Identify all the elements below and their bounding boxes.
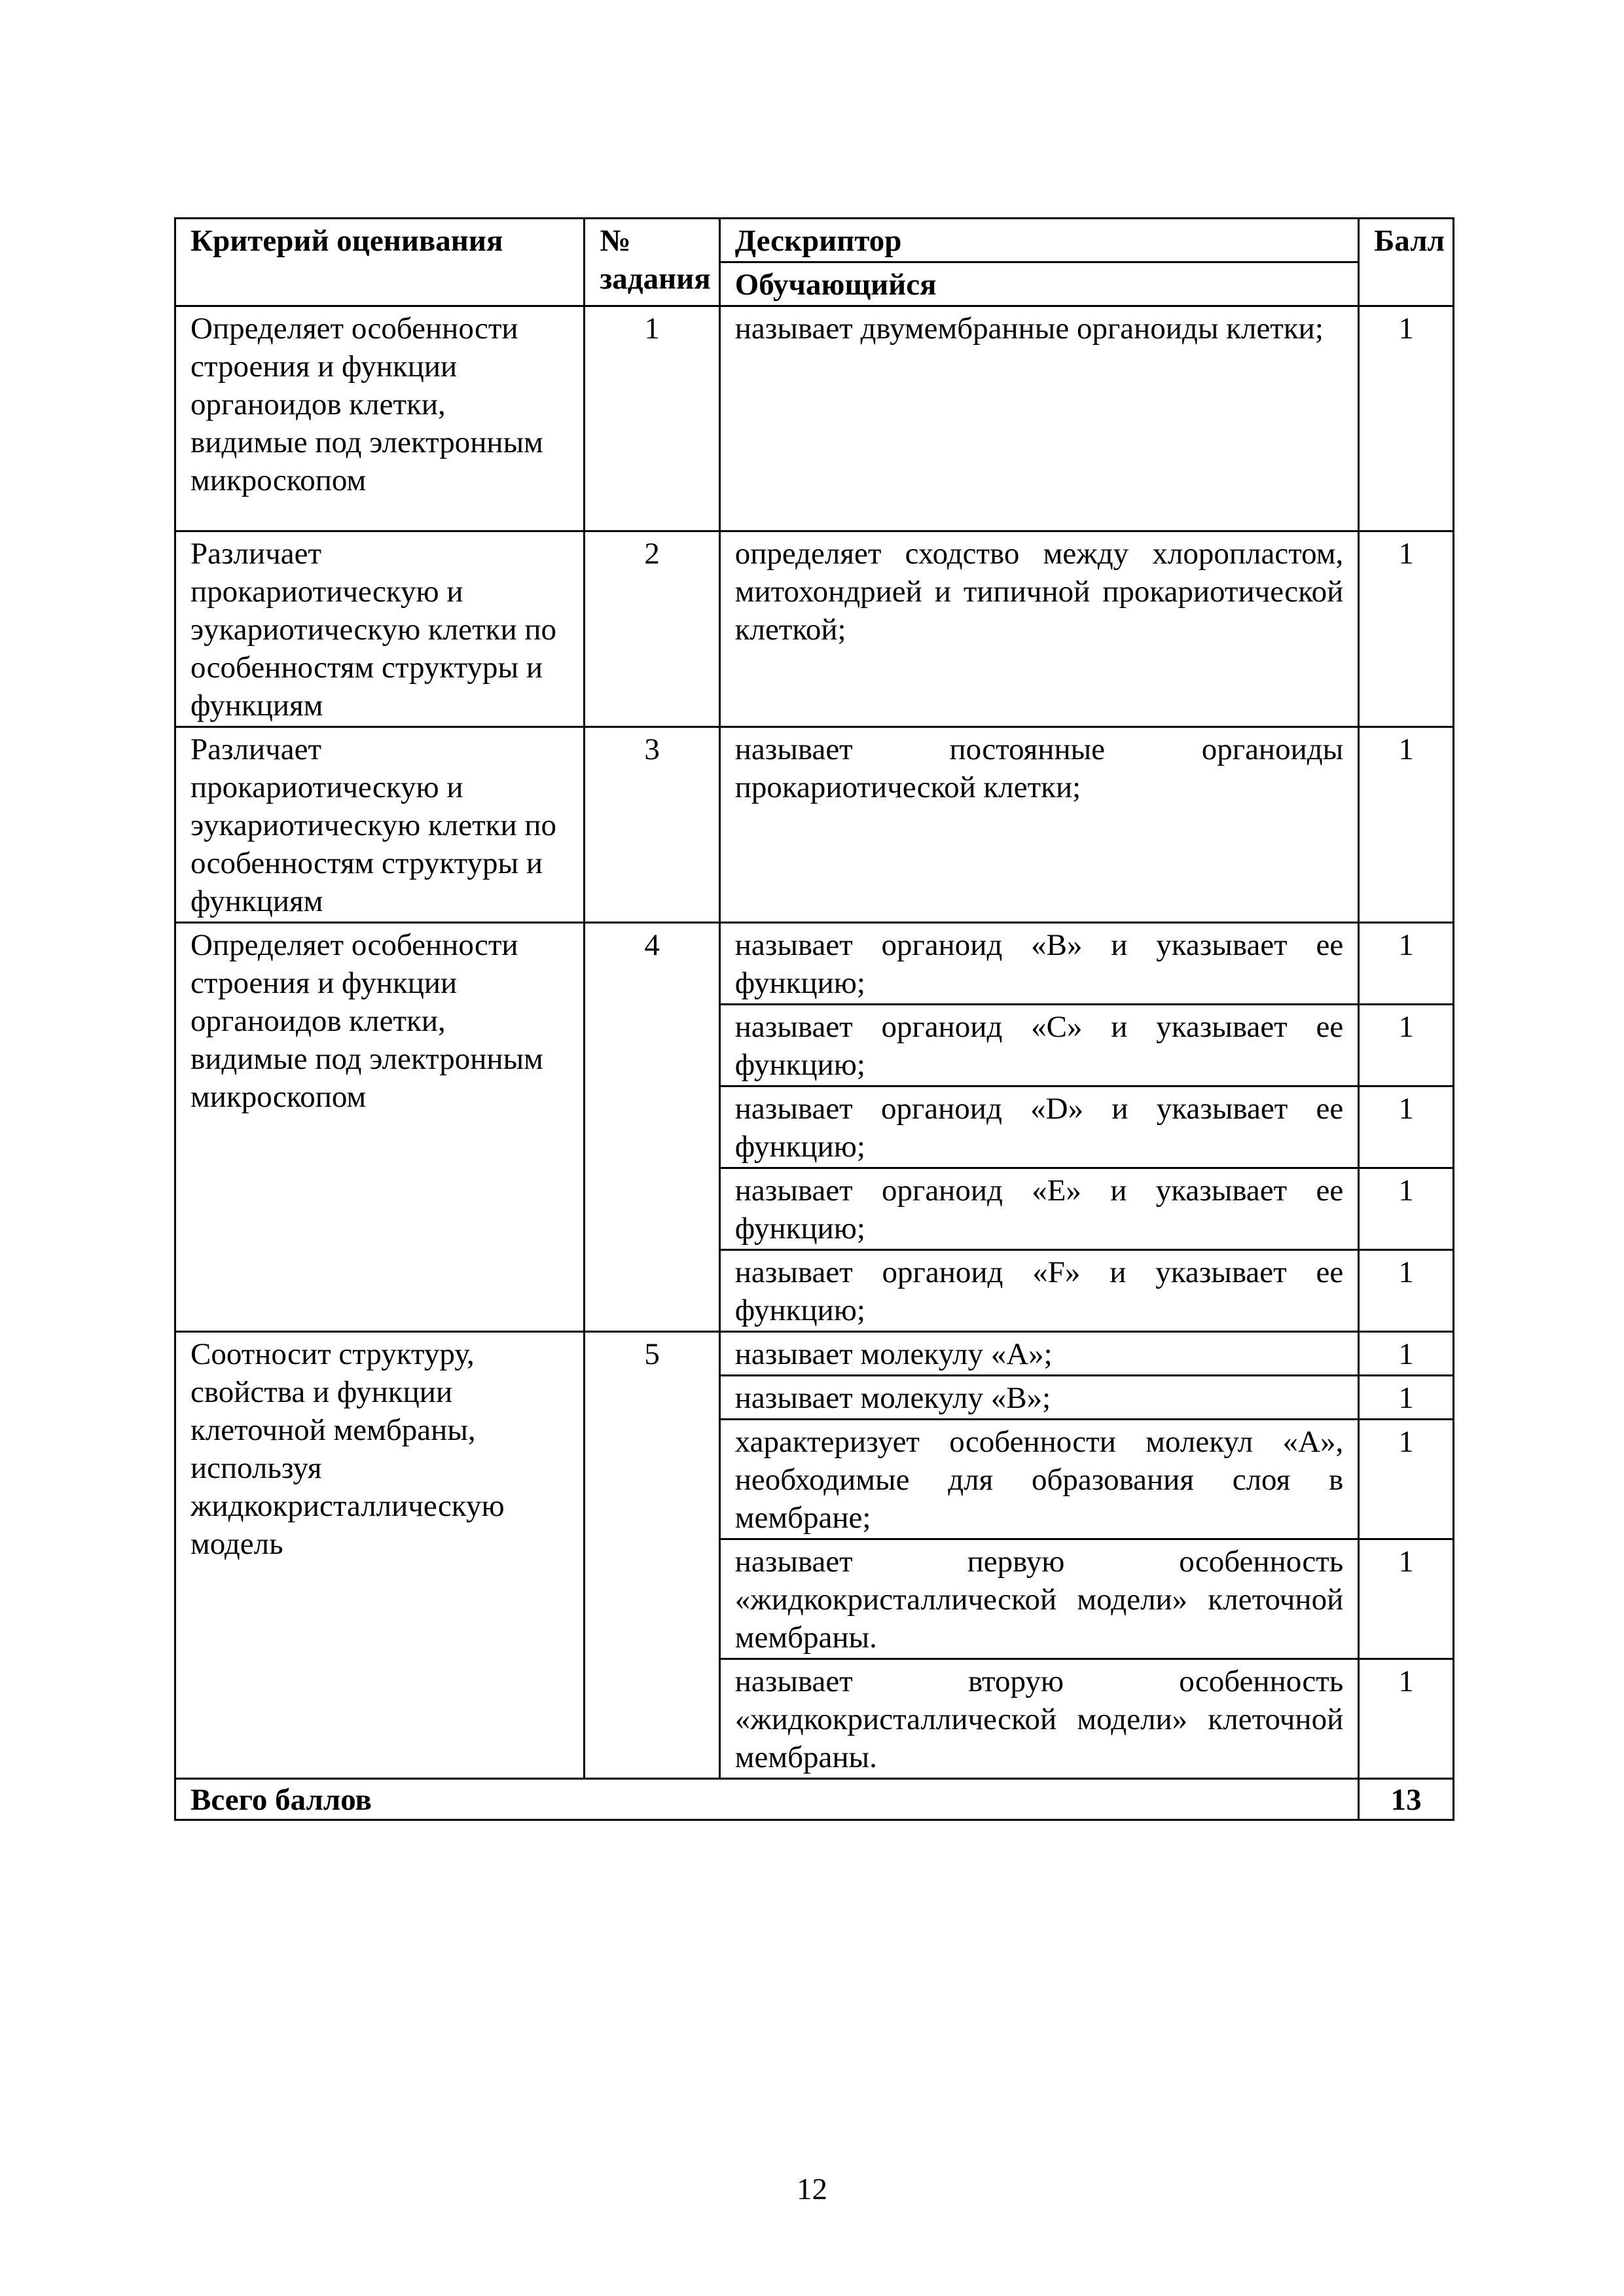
criterion-cell: Различает прокариотическую и эукариотическую клетки по особенностям структуры и функциям: [175, 727, 585, 923]
learner-header: Обучающийся: [719, 262, 1359, 306]
table-row: [175, 923, 1454, 1005]
score-cell: 1: [1359, 306, 1454, 531]
score-cell: 1: [1359, 1005, 1454, 1086]
total-row: [175, 1779, 1454, 1820]
criterion-cell: Соотносит структуру, свойства и функции клеточной мембраны, используя жидкокристаллическую модель: [175, 1332, 585, 1779]
criterion-cell: Различает прокариотическую и эукариотическую клетки по особенностям структуры и функциям: [175, 531, 585, 727]
descriptor-cell: называет молекулу «В»;: [719, 1376, 1359, 1420]
score-header: Балл: [1359, 219, 1454, 306]
descriptor-cell: называет органоид «В» и указывает ее функцию;: [719, 923, 1359, 1005]
descriptor-cell: называет двумембранные органоиды клетки;: [719, 306, 1359, 531]
task-number-cell: 1: [585, 306, 719, 531]
descriptor-cell: называет органоид «D» и указывает ее функцию;: [719, 1086, 1359, 1168]
criterion-cell: Определяет особенности строения и функции органоидов клетки, видимые под электронным микроскопом: [175, 923, 585, 1332]
score-cell: 1: [1359, 1659, 1454, 1779]
table-row: [175, 531, 1454, 727]
task-number-cell: 3: [585, 727, 719, 923]
assessment-rubric-table: [174, 217, 1454, 1821]
task-number-header-line2: задания: [600, 262, 711, 296]
task-number-header: [585, 219, 719, 306]
task-number-cell: 5: [585, 1332, 719, 1779]
score-cell: 1: [1359, 727, 1454, 923]
total-score: 13: [1359, 1779, 1454, 1820]
score-cell: 1: [1359, 1376, 1454, 1420]
descriptor-header: Дескриптор: [719, 219, 1359, 262]
descriptor-cell: называет органоид «Е» и указывает ее функцию;: [719, 1168, 1359, 1250]
score-cell: 1: [1359, 923, 1454, 1005]
descriptor-cell: называет органоид «F» и указывает ее функцию;: [719, 1250, 1359, 1332]
table-row: [175, 727, 1454, 923]
descriptor-cell: называет первую особенность «жидкокристаллической модели» клеточной мембраны.: [719, 1539, 1359, 1659]
task-number-cell: 4: [585, 923, 719, 1332]
table-row: [175, 1332, 1454, 1376]
table-row: [175, 306, 1454, 531]
rubric-body: [175, 306, 1454, 1779]
descriptor-cell: называет вторую особенность «жидкокристаллической модели» клеточной мембраны.: [719, 1659, 1359, 1779]
score-cell: 1: [1359, 1168, 1454, 1250]
score-cell: 1: [1359, 1420, 1454, 1539]
score-cell: 1: [1359, 1539, 1454, 1659]
score-cell: 1: [1359, 1332, 1454, 1376]
task-number-header-line1: №: [600, 224, 631, 258]
score-cell: 1: [1359, 1250, 1454, 1332]
descriptor-cell: определяет сходство между хлоропластом, митохондрией и типичной прокариотической клеткой;: [719, 531, 1359, 727]
score-cell: 1: [1359, 531, 1454, 727]
score-cell: 1: [1359, 1086, 1454, 1168]
descriptor-cell: характеризует особенности молекул «А», необходимые для образования слоя в мембране;: [719, 1420, 1359, 1539]
descriptor-cell: называет постоянные органоиды прокариотической клетки;: [719, 727, 1359, 923]
criterion-header: Критерий оценивания: [175, 219, 585, 306]
task-number-cell: 2: [585, 531, 719, 727]
descriptor-cell: называет молекулу «А»;: [719, 1332, 1359, 1376]
header-row: [175, 219, 1454, 262]
total-label: Всего баллов: [175, 1779, 1359, 1820]
page-number: 12: [797, 2172, 827, 2206]
criterion-cell: Определяет особенности строения и функции органоидов клетки, видимые под электронным микроскопом: [175, 306, 585, 531]
descriptor-cell: называет органоид «С» и указывает ее функцию;: [719, 1005, 1359, 1086]
